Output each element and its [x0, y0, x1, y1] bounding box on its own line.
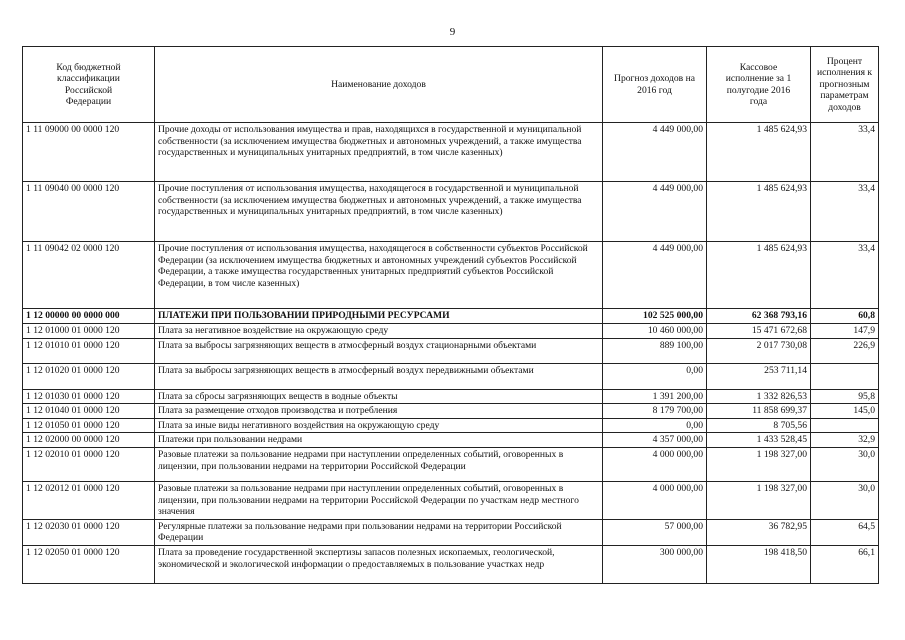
- row-forecast: 4 449 000,00: [603, 242, 707, 309]
- row-percent: 30,0: [811, 481, 879, 519]
- header-name: Наименование доходов: [155, 47, 603, 123]
- row-name: Прочие поступления от использования имущества, находящегося в собственности субъектов Российской Федерации (за исключением имущества бюджетных и автономных учреждений субъектов Российской Федерации, а также имущества государственных унитарных предприятий субъектов Российской Федерации, в том числе казенных): [155, 242, 603, 309]
- row-name: Регулярные платежи за пользование недрами при пользовании недрами на территории Российской Федерации: [155, 519, 603, 545]
- row-execution: 8 705,56: [707, 418, 811, 433]
- table-row: [23, 309, 879, 324]
- row-execution: 15 471 672,68: [707, 324, 811, 339]
- table-row: [23, 123, 879, 182]
- row-name: Плата за проведение государственной экспертизы запасов полезных ископаемых, геологической, экономической и экологической информации о предоставляемых в пользование участках недр: [155, 545, 603, 583]
- header-code: Код бюджетной классификации Российской Федерации: [23, 47, 155, 123]
- row-forecast: 8 179 700,00: [603, 404, 707, 419]
- table-row: [23, 389, 879, 404]
- row-code: 1 12 01020 01 0000 120: [23, 363, 155, 389]
- row-percent: 32,9: [811, 433, 879, 448]
- row-percent: [811, 363, 879, 389]
- row-name: Плата за негативное воздействие на окружающую среду: [155, 324, 603, 339]
- row-name: Прочие доходы от использования имущества и прав, находящихся в государственной и муниципальной собственности (за исключением имущества бюджетных и автономных учреждений, а также имущества государственных и муниципальных унитарных предприятий, в том числе казенных): [155, 123, 603, 182]
- row-percent: 60,8: [811, 309, 879, 324]
- table-row: [23, 182, 879, 242]
- row-execution: 36 782,95: [707, 519, 811, 545]
- row-forecast: 4 000 000,00: [603, 481, 707, 519]
- row-code: 1 12 02030 01 0000 120: [23, 519, 155, 545]
- row-forecast: 4 000 000,00: [603, 447, 707, 481]
- row-name: Прочие поступления от использования имущества, находящегося в государственной и муниципальной собственности (за исключением имущества бюджетных и автономных учреждений, а также имущества государственных и муниципальных унитарных предприятий, в том числе казенных): [155, 182, 603, 242]
- row-name: Плата за выбросы загрязняющих веществ в атмосферный воздух стационарными объектами: [155, 338, 603, 363]
- row-code: 1 12 01050 01 0000 120: [23, 418, 155, 433]
- row-name: ПЛАТЕЖИ ПРИ ПОЛЬЗОВАНИИ ПРИРОДНЫМИ РЕСУРСАМИ: [155, 309, 603, 324]
- row-code: 1 12 02012 01 0000 120: [23, 481, 155, 519]
- row-code: 1 11 09000 00 0000 120: [23, 123, 155, 182]
- table-row: [23, 338, 879, 363]
- header-execution: Кассовое исполнение за 1 полугодие 2016 года: [707, 47, 811, 123]
- row-percent: 33,4: [811, 242, 879, 309]
- table-row: [23, 363, 879, 389]
- row-name: Плата за сбросы загрязняющих веществ в водные объекты: [155, 389, 603, 404]
- table-row: [23, 404, 879, 419]
- row-percent: 64,5: [811, 519, 879, 545]
- row-percent: 95,8: [811, 389, 879, 404]
- row-forecast: 4 449 000,00: [603, 182, 707, 242]
- row-code: 1 12 02000 00 0000 120: [23, 433, 155, 448]
- row-code: 1 11 09040 00 0000 120: [23, 182, 155, 242]
- row-execution: 1 198 327,00: [707, 481, 811, 519]
- row-percent: 33,4: [811, 182, 879, 242]
- row-forecast: 889 100,00: [603, 338, 707, 363]
- row-execution: 2 017 730,08: [707, 338, 811, 363]
- table-row: [23, 324, 879, 339]
- row-code: 1 12 01010 01 0000 120: [23, 338, 155, 363]
- row-code: 1 12 01040 01 0000 120: [23, 404, 155, 419]
- row-forecast: 0,00: [603, 363, 707, 389]
- row-execution: 1 332 826,53: [707, 389, 811, 404]
- row-execution: 1 485 624,93: [707, 182, 811, 242]
- row-percent: 30,0: [811, 447, 879, 481]
- row-forecast: 300 000,00: [603, 545, 707, 583]
- row-percent: [811, 418, 879, 433]
- row-name: Платежи при пользовании недрами: [155, 433, 603, 448]
- row-execution: 1 485 624,93: [707, 123, 811, 182]
- table-header-row: [23, 47, 879, 123]
- row-execution: 1 198 327,00: [707, 447, 811, 481]
- row-forecast: 4 449 000,00: [603, 123, 707, 182]
- table-row: [23, 519, 879, 545]
- table-row: [23, 433, 879, 448]
- row-name: Плата за размещение отходов производства и потребления: [155, 404, 603, 419]
- row-name: Разовые платежи за пользование недрами при наступлении определенных событий, оговоренных в лицензии, при пользовании недрами на территории Российской Федерации: [155, 447, 603, 481]
- row-name: Разовые платежи за пользование недрами при наступлении определенных событий, оговоренных в лицензии, при пользовании недрами на территории Российской Федерации по участкам недр местного значения: [155, 481, 603, 519]
- row-execution: 253 711,14: [707, 363, 811, 389]
- table-row: [23, 418, 879, 433]
- header-forecast: Прогноз доходов на 2016 год: [603, 47, 707, 123]
- row-forecast: 0,00: [603, 418, 707, 433]
- row-code: 1 12 00000 00 0000 000: [23, 309, 155, 324]
- row-execution: 1 485 624,93: [707, 242, 811, 309]
- row-code: 1 12 02010 01 0000 120: [23, 447, 155, 481]
- row-execution: 62 368 793,16: [707, 309, 811, 324]
- row-execution: 1 433 528,45: [707, 433, 811, 448]
- row-code: 1 12 01030 01 0000 120: [23, 389, 155, 404]
- row-name: Плата за иные виды негативного воздействия на окружающую среду: [155, 418, 603, 433]
- row-code: 1 12 02050 01 0000 120: [23, 545, 155, 583]
- row-forecast: 1 391 200,00: [603, 389, 707, 404]
- row-percent: 33,4: [811, 123, 879, 182]
- row-forecast: 57 000,00: [603, 519, 707, 545]
- table-body: [23, 123, 879, 584]
- row-forecast: 10 460 000,00: [603, 324, 707, 339]
- row-code: 1 11 09042 02 0000 120: [23, 242, 155, 309]
- row-percent: 226,9: [811, 338, 879, 363]
- row-percent: 145,0: [811, 404, 879, 419]
- row-percent: 147,9: [811, 324, 879, 339]
- table-row: [23, 447, 879, 481]
- table-row: [23, 545, 879, 583]
- row-execution: 11 858 699,37: [707, 404, 811, 419]
- table-row: [23, 242, 879, 309]
- row-name: Плата за выбросы загрязняющих веществ в атмосферный воздух передвижными объектами: [155, 363, 603, 389]
- row-code: 1 12 01000 01 0000 120: [23, 324, 155, 339]
- revenue-table: [22, 46, 879, 584]
- page-number: 9: [449, 26, 456, 38]
- table-row: [23, 481, 879, 519]
- row-execution: 198 418,50: [707, 545, 811, 583]
- row-percent: 66,1: [811, 545, 879, 583]
- row-forecast: 102 525 000,00: [603, 309, 707, 324]
- row-forecast: 4 357 000,00: [603, 433, 707, 448]
- header-percent: Процент исполнения к прогнозным параметрам доходов: [811, 47, 879, 123]
